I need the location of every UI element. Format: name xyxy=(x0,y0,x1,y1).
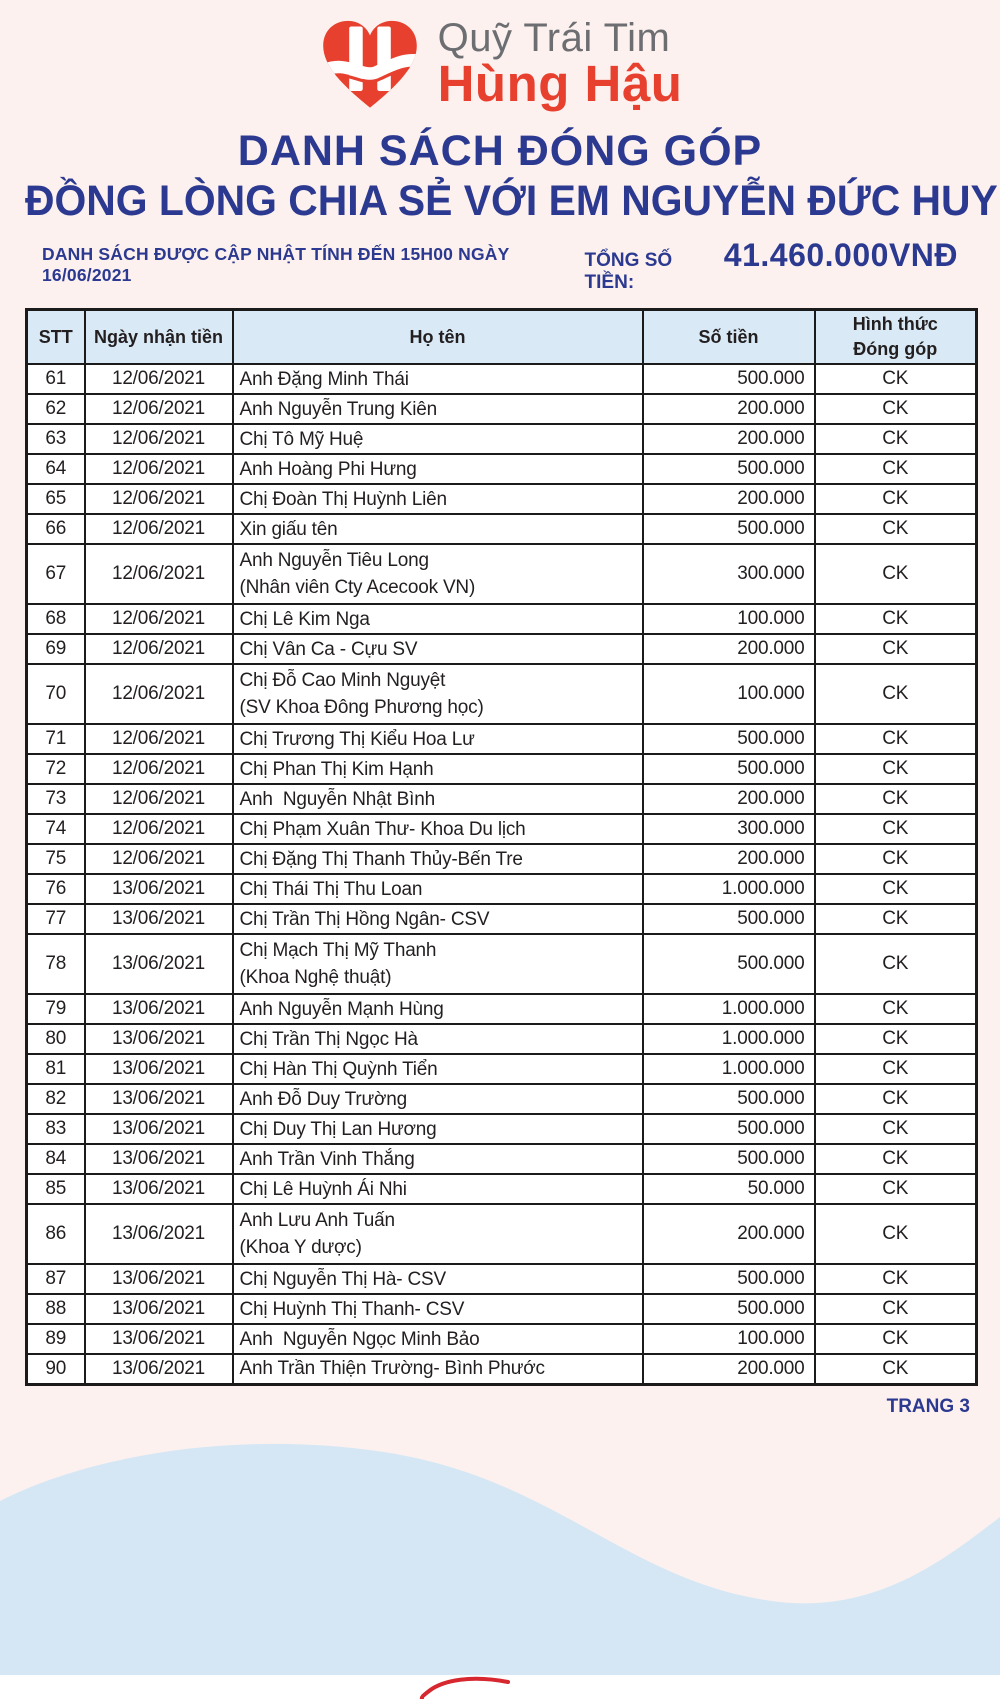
amount-cell: 500.000 xyxy=(643,904,815,934)
date-cell: 13/06/2021 xyxy=(85,1024,233,1054)
table-row xyxy=(27,874,977,904)
wave-shape xyxy=(0,1444,1000,1675)
date-cell: 13/06/2021 xyxy=(85,994,233,1024)
method-cell: CK xyxy=(815,394,977,424)
table-row xyxy=(27,484,977,514)
date-cell: 13/06/2021 xyxy=(85,1114,233,1144)
name-cell: Chị Trần Thị Hồng Ngân- CSV xyxy=(233,904,643,934)
method-cell: CK xyxy=(815,1354,977,1384)
date-cell: 13/06/2021 xyxy=(85,904,233,934)
method-cell: CK xyxy=(815,664,977,724)
amount-cell: 200.000 xyxy=(643,844,815,874)
date-cell: 12/06/2021 xyxy=(85,454,233,484)
table-row xyxy=(27,424,977,454)
name-cell: Chị Trần Thị Ngọc Hà xyxy=(233,1024,643,1054)
amount-cell: 200.000 xyxy=(643,784,815,814)
table-row xyxy=(27,1324,977,1354)
stt-cell: 89 xyxy=(27,1324,85,1354)
stt-cell: 74 xyxy=(27,814,85,844)
method-cell: CK xyxy=(815,754,977,784)
amount-cell: 500.000 xyxy=(643,1144,815,1174)
name-cell: Anh Lưu Anh Tuấn (Khoa Y dược) xyxy=(233,1204,643,1264)
page-title: DANH SÁCH ĐÓNG GÓP xyxy=(237,127,763,175)
stt-cell: 62 xyxy=(27,394,85,424)
method-cell: CK xyxy=(815,424,977,454)
table-row xyxy=(27,604,977,634)
name-cell: Anh Nguyễn Tiêu Long (Nhân viên Cty Acecook VN) xyxy=(233,544,643,604)
method-cell: CK xyxy=(815,544,977,604)
name-cell: Chị Vân Ca - Cựu SV xyxy=(233,634,643,664)
name-cell: Chị Đỗ Cao Minh Nguyệt (SV Khoa Đông Phương học) xyxy=(233,664,643,724)
header-method-line2: Đóng góp xyxy=(853,339,938,360)
stt-cell: 66 xyxy=(27,514,85,544)
header-method-line1: Hình thức xyxy=(852,313,938,334)
method-cell: CK xyxy=(815,724,977,754)
stt-cell: 69 xyxy=(27,634,85,664)
stt-cell: 67 xyxy=(27,544,85,604)
header-amount: Số tiền xyxy=(643,309,815,364)
method-cell: CK xyxy=(815,604,977,634)
date-cell: 12/06/2021 xyxy=(85,604,233,634)
header-stt: STT xyxy=(27,309,85,364)
name-cell: Chị Trương Thị Kiểu Hoa Lư xyxy=(233,724,643,754)
amount-cell: 100.000 xyxy=(643,604,815,634)
date-cell: 13/06/2021 xyxy=(85,934,233,994)
name-cell: Chị Thái Thị Thu Loan xyxy=(233,874,643,904)
name-cell: Chị Lê Huỳnh Ái Nhi xyxy=(233,1174,643,1204)
name-cell: Anh Nguyễn Trung Kiên xyxy=(233,394,643,424)
stt-cell: 75 xyxy=(27,844,85,874)
stt-cell: 64 xyxy=(27,454,85,484)
stt-cell: 90 xyxy=(27,1354,85,1384)
date-cell: 12/06/2021 xyxy=(85,634,233,664)
brand-text xyxy=(437,15,683,113)
wave-decoration xyxy=(0,1369,1000,1699)
donation-table xyxy=(25,308,978,1386)
table-row xyxy=(27,1024,977,1054)
date-cell: 12/06/2021 xyxy=(85,484,233,514)
date-cell: 13/06/2021 xyxy=(85,1264,233,1294)
table-row xyxy=(27,844,977,874)
stt-cell: 80 xyxy=(27,1024,85,1054)
date-cell: 12/06/2021 xyxy=(85,664,233,724)
date-cell: 13/06/2021 xyxy=(85,1174,233,1204)
date-cell: 13/06/2021 xyxy=(85,1204,233,1264)
amount-cell: 100.000 xyxy=(643,664,815,724)
amount-cell: 1.000.000 xyxy=(643,1024,815,1054)
amount-cell: 500.000 xyxy=(643,934,815,994)
brand-name-bottom: Hùng Hậu xyxy=(437,55,683,113)
stt-cell: 84 xyxy=(27,1144,85,1174)
stt-cell: 72 xyxy=(27,754,85,784)
stt-cell: 77 xyxy=(27,904,85,934)
total-label: TỔNG SỐ TIỀN: xyxy=(584,249,673,293)
method-cell: CK xyxy=(815,1174,977,1204)
amount-cell: 100.000 xyxy=(643,1324,815,1354)
name-cell: Chị Duy Thị Lan Hương xyxy=(233,1114,643,1144)
stt-cell: 79 xyxy=(27,994,85,1024)
name-cell: Anh Trần Vinh Thắng xyxy=(233,1144,643,1174)
stt-cell: 71 xyxy=(27,724,85,754)
amount-cell: 1.000.000 xyxy=(643,994,815,1024)
date-cell: 12/06/2021 xyxy=(85,724,233,754)
method-cell: CK xyxy=(815,1024,977,1054)
amount-cell: 200.000 xyxy=(643,1354,815,1384)
stt-cell: 88 xyxy=(27,1294,85,1324)
header-method xyxy=(815,309,977,364)
method-cell: CK xyxy=(815,934,977,994)
date-cell: 13/06/2021 xyxy=(85,1324,233,1354)
name-cell: Xin giấu tên xyxy=(233,514,643,544)
table-row xyxy=(27,784,977,814)
header-date: Ngày nhận tiền xyxy=(85,309,233,364)
amount-cell: 200.000 xyxy=(643,394,815,424)
method-cell: CK xyxy=(815,904,977,934)
method-cell: CK xyxy=(815,364,977,394)
brand-logo xyxy=(0,0,1000,118)
table-row xyxy=(27,934,977,994)
table-row xyxy=(27,1084,977,1114)
table-row xyxy=(27,454,977,484)
table-row xyxy=(27,364,977,394)
table-row xyxy=(27,1144,977,1174)
table-row xyxy=(27,1354,977,1384)
method-cell: CK xyxy=(815,1084,977,1114)
date-cell: 13/06/2021 xyxy=(85,1294,233,1324)
stt-cell: 82 xyxy=(27,1084,85,1114)
date-cell: 13/06/2021 xyxy=(85,874,233,904)
update-note: DANH SÁCH ĐƯỢC CẬP NHẬT TÍNH ĐẾN 15H00 NGÀY 16/06/2021 xyxy=(42,244,510,286)
stt-cell: 83 xyxy=(27,1114,85,1144)
method-cell: CK xyxy=(815,1144,977,1174)
method-cell: CK xyxy=(815,454,977,484)
table-row xyxy=(27,1264,977,1294)
amount-cell: 300.000 xyxy=(643,814,815,844)
table-row xyxy=(27,814,977,844)
amount-cell: 500.000 xyxy=(643,454,815,484)
stt-cell: 81 xyxy=(27,1054,85,1084)
name-cell: Anh Trần Thiện Trường- Bình Phước xyxy=(233,1354,643,1384)
amount-cell: 1.000.000 xyxy=(643,874,815,904)
method-cell: CK xyxy=(815,1114,977,1144)
table-row xyxy=(27,754,977,784)
amount-cell: 500.000 xyxy=(643,1294,815,1324)
method-cell: CK xyxy=(815,1054,977,1084)
method-cell: CK xyxy=(815,1204,977,1264)
table-row xyxy=(27,664,977,724)
amount-cell: 500.000 xyxy=(643,1114,815,1144)
method-cell: CK xyxy=(815,994,977,1024)
info-row xyxy=(42,237,958,294)
stt-cell: 86 xyxy=(27,1204,85,1264)
table-row xyxy=(27,394,977,424)
stt-cell: 73 xyxy=(27,784,85,814)
name-cell: Anh Đặng Minh Thái xyxy=(233,364,643,394)
table-row xyxy=(27,1294,977,1324)
amount-cell: 50.000 xyxy=(643,1174,815,1204)
name-cell: Chị Tô Mỹ Huệ xyxy=(233,424,643,454)
name-cell: Chị Đoàn Thị Huỳnh Liên xyxy=(233,484,643,514)
name-cell: Chị Hàn Thị Quỳnh Tiển xyxy=(233,1054,643,1084)
page-subtitle: ĐỒNG LÒNG CHIA SẺ VỚI EM NGUYỄN ĐỨC HUY xyxy=(25,177,998,226)
amount-cell: 200.000 xyxy=(643,1204,815,1264)
name-cell: Anh Nguyễn Mạnh Hùng xyxy=(233,994,643,1024)
amount-cell: 200.000 xyxy=(643,424,815,454)
stt-cell: 87 xyxy=(27,1264,85,1294)
table-row xyxy=(27,1054,977,1084)
stt-cell: 68 xyxy=(27,604,85,634)
stt-cell: 65 xyxy=(27,484,85,514)
table-row xyxy=(27,544,977,604)
table-row xyxy=(27,1114,977,1144)
date-cell: 12/06/2021 xyxy=(85,814,233,844)
method-cell: CK xyxy=(815,1324,977,1354)
amount-cell: 500.000 xyxy=(643,1264,815,1294)
date-cell: 12/06/2021 xyxy=(85,754,233,784)
brand-name-top: Quỹ Trái Tim xyxy=(437,15,671,60)
amount-cell: 500.000 xyxy=(643,724,815,754)
stt-cell: 61 xyxy=(27,364,85,394)
method-cell: CK xyxy=(815,634,977,664)
name-cell: Chị Lê Kim Nga xyxy=(233,604,643,634)
method-cell: CK xyxy=(815,844,977,874)
name-cell: Chị Phan Thị Kim Hạnh xyxy=(233,754,643,784)
method-cell: CK xyxy=(815,814,977,844)
stt-cell: 63 xyxy=(27,424,85,454)
stt-cell: 70 xyxy=(27,664,85,724)
method-cell: CK xyxy=(815,784,977,814)
name-cell: Chị Mạch Thị Mỹ Thanh (Khoa Nghệ thuật) xyxy=(233,934,643,994)
page-number: TRANG 3 xyxy=(886,1395,970,1417)
amount-cell: 500.000 xyxy=(643,364,815,394)
date-cell: 12/06/2021 xyxy=(85,514,233,544)
table-header-row xyxy=(27,309,977,364)
date-cell: 12/06/2021 xyxy=(85,844,233,874)
table-row xyxy=(27,904,977,934)
stt-cell: 76 xyxy=(27,874,85,904)
stt-cell: 78 xyxy=(27,934,85,994)
header-name: Họ tên xyxy=(233,309,643,364)
method-cell: CK xyxy=(815,514,977,544)
table-row xyxy=(27,1174,977,1204)
name-cell: Anh Nguyễn Nhật Bình xyxy=(233,784,643,814)
name-cell: Chị Phạm Xuân Thư- Khoa Du lịch xyxy=(233,814,643,844)
method-cell: CK xyxy=(815,484,977,514)
name-cell: Chị Đặng Thị Thanh Thủy-Bến Tre xyxy=(233,844,643,874)
total-amount-value: 41.460.000VNĐ xyxy=(723,236,958,273)
amount-cell: 200.000 xyxy=(643,634,815,664)
table-row xyxy=(27,1204,977,1264)
amount-cell: 500.000 xyxy=(643,514,815,544)
table-row xyxy=(27,994,977,1024)
date-cell: 12/06/2021 xyxy=(85,424,233,454)
total-amount-group xyxy=(585,237,958,294)
heart-logo-icon xyxy=(318,12,422,116)
date-cell: 13/06/2021 xyxy=(85,1144,233,1174)
date-cell: 13/06/2021 xyxy=(85,1054,233,1084)
table-row xyxy=(27,724,977,754)
donor-table-body xyxy=(27,364,977,1384)
date-cell: 12/06/2021 xyxy=(85,364,233,394)
date-cell: 13/06/2021 xyxy=(85,1354,233,1384)
method-cell: CK xyxy=(815,1294,977,1324)
date-cell: 12/06/2021 xyxy=(85,544,233,604)
amount-cell: 1.000.000 xyxy=(643,1054,815,1084)
date-cell: 12/06/2021 xyxy=(85,394,233,424)
table-row xyxy=(27,514,977,544)
date-cell: 12/06/2021 xyxy=(85,784,233,814)
name-cell: Anh Đỗ Duy Trường xyxy=(233,1084,643,1114)
date-cell: 13/06/2021 xyxy=(85,1084,233,1114)
method-cell: CK xyxy=(815,1264,977,1294)
name-cell: Anh Hoàng Phi Hưng xyxy=(233,454,643,484)
name-cell: Chị Huỳnh Thị Thanh- CSV xyxy=(233,1294,643,1324)
table-row xyxy=(27,634,977,664)
amount-cell: 300.000 xyxy=(643,544,815,604)
name-cell: Anh Nguyễn Ngọc Minh Bảo xyxy=(233,1324,643,1354)
method-cell: CK xyxy=(815,874,977,904)
amount-cell: 500.000 xyxy=(643,1084,815,1114)
amount-cell: 200.000 xyxy=(643,484,815,514)
amount-cell: 500.000 xyxy=(643,754,815,784)
stt-cell: 85 xyxy=(27,1174,85,1204)
name-cell: Chị Nguyễn Thị Hà- CSV xyxy=(233,1264,643,1294)
